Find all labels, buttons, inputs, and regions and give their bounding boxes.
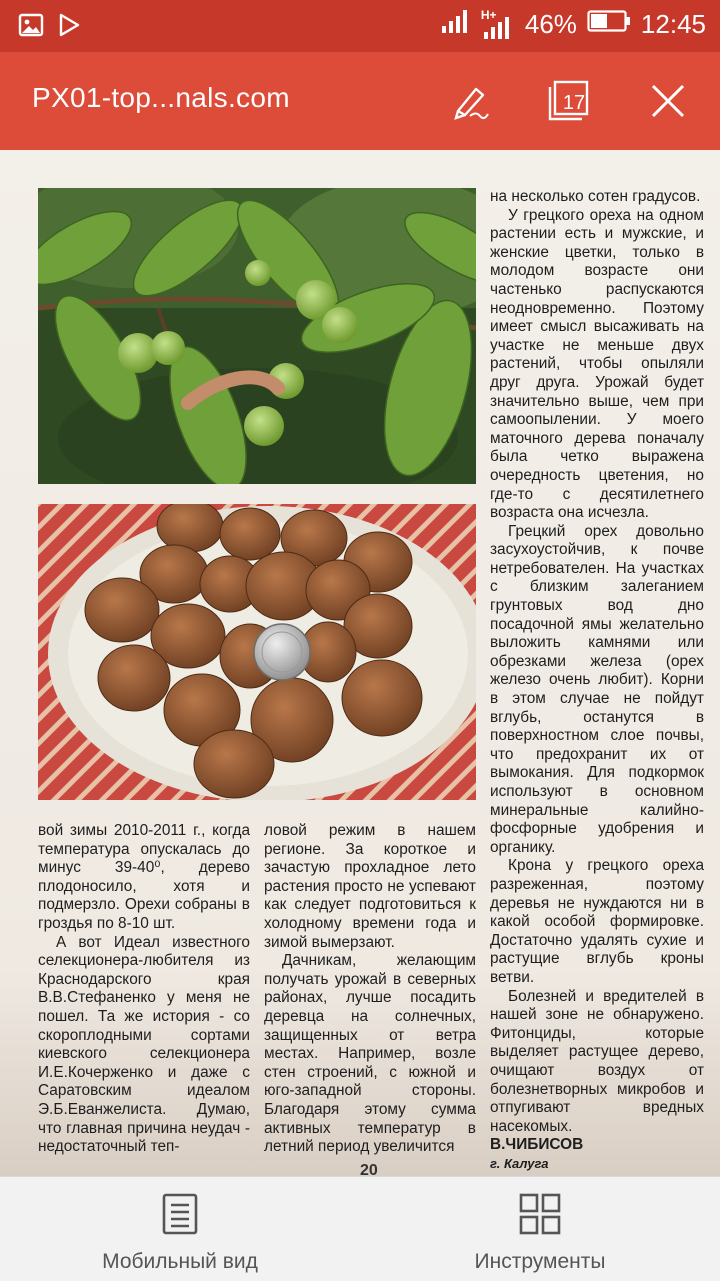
tools-button[interactable] (420, 1177, 660, 1281)
close-icon[interactable] (643, 76, 693, 126)
battery-percent: 46% (524, 9, 577, 39)
paragraph: Дачникам, желающим получать урожай в северных районах, лучше посадить деревца на солнечных, защищенных от ветра местах. Например, возле стен строений, с южной и юго-западной стороны. Благодаря этому сумма активных температур в летний период увеличится (264, 952, 476, 1156)
bottom-toolbar (0, 1176, 720, 1281)
mobile-view-label: Мобильный вид (102, 1250, 258, 1273)
paragraph: Крона у грецкого ореха разреженная, поэтому деревья не нуждаются ни в какой особой формировке. Достаточно удалять сухие и растущие вглубь кроны ветви. (490, 857, 704, 986)
walnuts-on-plate-photo (38, 504, 476, 800)
article-column-1 (38, 822, 250, 1157)
article-column-2 (264, 822, 476, 1157)
mobile-view-button[interactable] (60, 1177, 300, 1281)
clock: 12:45 (640, 9, 706, 39)
paragraph: У грецкого ореха на одном растении есть и мужские, и женские цветки, только в молодом возрасте они частенько распускаются неодновременно. Поэтому имеет смысл высаживать на участке не меньше двух растений, чтобы опыляли друг друга. Урожай будет значительно выше, чем при самоопылении. У моего маточного дерева поначалу была четко выражена очередность цветения, но где-то с десятилетнего возраста она исчезла. (490, 206, 704, 522)
tools-label: Инструменты (474, 1250, 606, 1273)
document-list-icon (160, 1193, 200, 1240)
paragraph: Болезней и вредителей в нашей зоне не обнаружено. Фитонциды, которые выделяет растущее дерево, очищают воздух от болезнетворных микробов и отпугивают вредных насекомых. (490, 987, 704, 1135)
page-count: 17 (562, 92, 586, 114)
page-number: 20 (360, 1162, 378, 1176)
network-type-label: H+ (480, 7, 497, 22)
document-page[interactable] (0, 150, 720, 1176)
network-type-icon (480, 7, 515, 40)
paragraph: на несколько сотен градусов. (490, 188, 701, 205)
status-bar (0, 0, 720, 52)
paragraph: А вот Идеал известного селекционера-любителя из Краснодарского края В.В.Стефаненко у меня не пошел. Та же история - со скороплодными сортами киевского селекционера И.Е.Кочерженко и даже с Саратовским идеалом Э.Б.Еванжелиста. Думаю, что главная причина неудач - недостаточный теп- (38, 933, 250, 1156)
grid-icon (519, 1193, 561, 1240)
app-bar (0, 52, 720, 150)
document-title: PX01-top...nals.com (32, 82, 290, 113)
battery-icon (587, 9, 631, 40)
author-signature: В.ЧИБИСОВ (490, 1136, 584, 1154)
paragraph: Грецкий орех довольно засухоустойчив, к почве нетребователен. На участках с близким залеганием грунтовых вод дно посадочной ямы желательно выложить камнями или обрезками железа (орех железо очень любит). Корни в этом случае не пойдут вглубь, останутся в поверхностном слое почвы, что предохранит их от вымокания. Для подкормок используют в основном минеральные калийно-фосфорные удобрения и органику. (490, 522, 704, 856)
article-column-3 (490, 188, 704, 1173)
pages-button[interactable] (543, 76, 593, 126)
paragraph: вой зимы 2010-2011 г., когда температура опускалась до минус 39-40⁰, дерево плодоносило, хотя и подмерзло. Орехи собраны в гроздья по 8-10 шт. (38, 822, 250, 932)
gallery-icon (18, 12, 44, 43)
sign-pen-icon[interactable] (445, 76, 495, 126)
author-city: г. Калуга (490, 1155, 549, 1171)
signal-icon (441, 8, 471, 41)
paragraph: ловой режим в нашем регионе. За короткое и зачастую прохладное лето растения просто не успевают как следует подготовиться к холодному времени года и зимой вымерзают. (264, 822, 476, 951)
play-store-icon (58, 13, 80, 42)
walnut-tree-photo (38, 188, 476, 484)
